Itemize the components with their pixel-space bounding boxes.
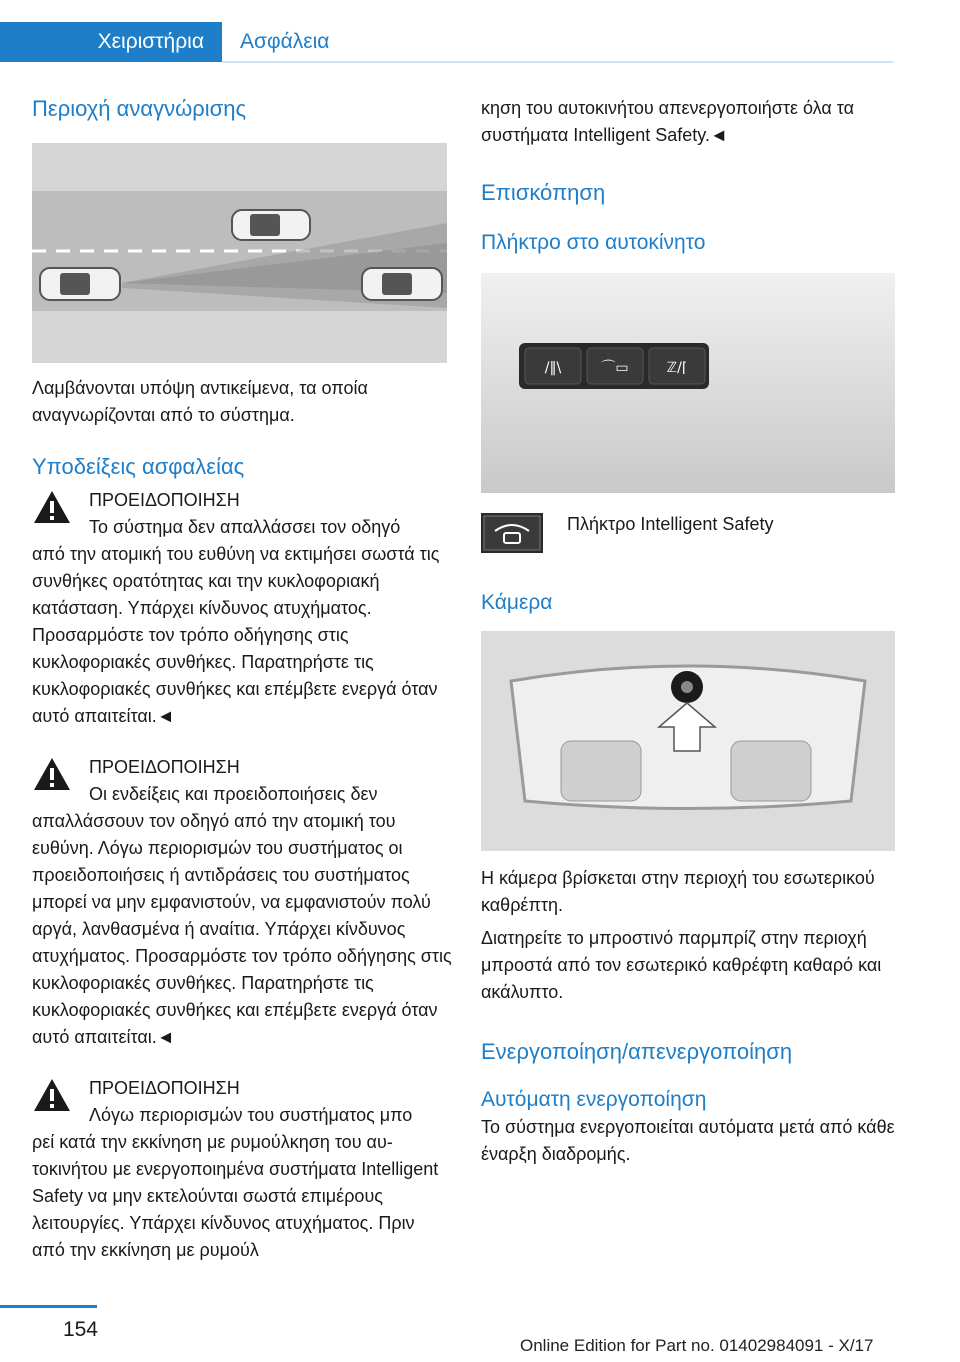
warning-text: από την ατομική του ευθύνη να εκτιμήσει σωστά τις συνθήκες ορατότητας και την κυκλοφοριακή κατάσταση. Υπάρχει κίνδυνος ατυχήματος. Προσαρμόστε τον τρόπο οδήγησης στις κυκλοφοριακές συνθήκες. Παρατηρήστε τις κυκλοφοριακές συνθήκες και επέμβετε ενεργά όταν αυτό απαιτείται.◄ xyxy=(32,544,440,726)
warning-block-1 xyxy=(32,487,452,730)
tab-controls[interactable]: Χειριστήρια xyxy=(0,22,222,62)
edition-note: Online Edition for Part no. 01402984091 - X/17 xyxy=(520,1336,874,1355)
intelligent-safety-button-icon xyxy=(481,513,543,553)
svg-text:/‖\: /‖\ xyxy=(544,360,562,376)
warning-title: ΠΡΟΕΙΔΟΠΟΙΗΣΗ xyxy=(89,1078,240,1098)
camera-photo xyxy=(481,631,895,851)
button-panel-photo xyxy=(481,273,895,493)
camera-location-text: Η κάμερα βρίσκεται στην περιοχή του εσωτερικού καθρέπτη. xyxy=(481,868,875,915)
heading-automatic-activation: Αυτόματη ενεργοποίηση xyxy=(481,1088,707,1111)
warning-triangle-icon xyxy=(32,1077,72,1113)
detection-caption: Λαμβάνονται υπόψη αντικείμενα, τα οποία αναγνωρίζονται από το σύστημα. xyxy=(32,378,368,425)
heading-button-in-vehicle: Πλήκτρο στο αυτοκίνητο xyxy=(481,231,706,254)
button-label: Πλήκτρο Intelligent Safety xyxy=(567,514,774,534)
warning-text-first-line: Οι ενδείξεις και προειδοποιήσεις δεν xyxy=(89,784,378,804)
camera-care-text: Διατηρείτε το μπροστινό παρμπρίζ στην περιοχή μπροστά από τον εσωτερικό καθρέφτη καθαρό και ακάλυπτο. xyxy=(481,928,882,1002)
warning-text: απαλλάσσουν τον οδηγό από την ατομική του ευθύνη. Λόγω περιορισμών του συστήματος οι προειδοποιήσεις ή αντιδράσεις του συστήματος μπορεί να μην εμφανιστούν, να εμφανιστούν πολύ αργά, λανθασμένα ή αναίτια. Υπάρχει κίνδυνος ατυχήματος. Προσαρμόστε τον τρόπο οδήγησης στις κυκλοφοριακές συνθήκες. Παρατηρήστε τις κυκλοφοριακές συνθήκες και επέμβετε ενεργά όταν αυτό απαιτείται.◄ xyxy=(32,811,452,1047)
heading-detection-area: Περιοχή αναγνώρισης xyxy=(32,96,247,121)
header-divider xyxy=(222,61,893,63)
warning-title: ΠΡΟΕΙΔΟΠΟΙΗΣΗ xyxy=(89,757,240,777)
warning-title: ΠΡΟΕΙΔΟΠΟΙΗΣΗ xyxy=(89,490,240,510)
tab-safety[interactable]: Ασφάλεια xyxy=(240,30,330,53)
heading-activation: Ενεργοποίηση/απενεργοποίηση xyxy=(481,1039,793,1064)
heading-safety-notes: Υποδείξεις ασφαλείας xyxy=(32,454,245,479)
button-panel-image xyxy=(481,273,895,493)
warning-block-2 xyxy=(32,754,452,1051)
continued-text: κηση του αυτοκινήτου απενεργοποιήστε όλα τα συστήματα Intelligent Safety.◄ xyxy=(481,98,855,145)
warning-text-first-line: Το σύστημα δεν απαλλάσσει τον οδηγό xyxy=(89,517,401,537)
heading-camera: Κάμερα xyxy=(481,591,553,614)
camera-image xyxy=(481,631,895,851)
road-detection-image xyxy=(32,143,447,363)
warning-triangle-icon xyxy=(32,756,72,792)
svg-text:ℤ/⌈: ℤ/⌈ xyxy=(666,360,688,376)
button-legend xyxy=(481,511,901,557)
automatic-activation-text: Το σύστημα ενεργοποιείται αυτόματα μετά από κάθε έναρξη διαδρομής. xyxy=(481,1117,895,1164)
page-number: 154 xyxy=(62,1318,98,1341)
warning-text: ρεί κατά την εκκίνηση με ρυμούλκηση του αυτοκινήτου με ενεργοποιημένα συστήματα Intelligent Safety να μην εκτελούνται σωστά επιμέρους λειτουργίες. Υπάρχει κίνδυνος ατυχήματος. Πριν από την εκκίνηση με ρυμούλ xyxy=(32,1132,439,1260)
right-column xyxy=(481,95,901,1168)
header-bar xyxy=(0,22,893,62)
left-column xyxy=(32,95,452,1264)
detection-area-illustration xyxy=(32,143,447,363)
footer-accent-line xyxy=(0,1305,97,1308)
warning-block-3 xyxy=(32,1075,452,1264)
heading-overview: Επισκόπηση xyxy=(481,180,606,205)
warning-triangle-icon xyxy=(32,489,72,525)
warning-text-first-line: Λόγω περιορισμών του συστήματος μπο xyxy=(89,1105,413,1125)
svg-text:⌒▭: ⌒▭ xyxy=(601,360,629,376)
